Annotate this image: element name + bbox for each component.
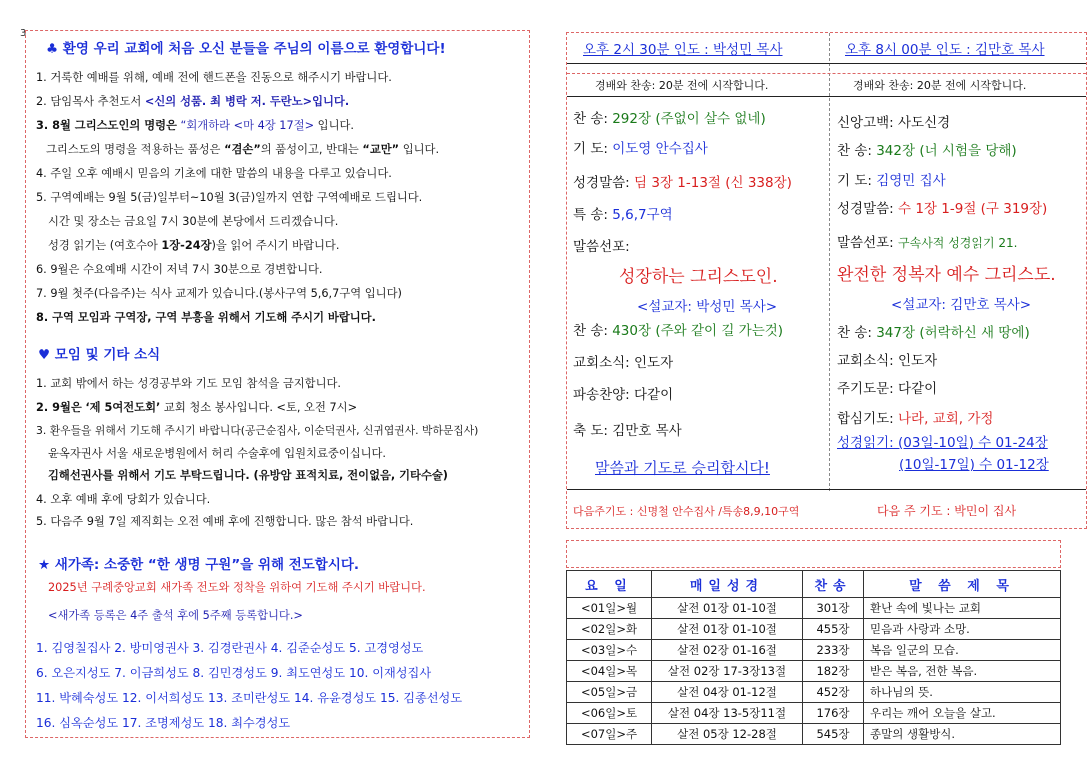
newfamily-register-line: <새가족 등록은 4주 출석 후에 5주째 등록합니다.> xyxy=(48,609,303,622)
pm-preacher: <설교자: 박성민 목사> xyxy=(637,299,778,315)
newfamily-members-3: 11. 박혜숙성도 12. 이서희성도 13. 조미란성도 14. 유윤경성도 15. 김종선성도 xyxy=(36,691,463,705)
news-heading: ♥ 모임 및 기타 소식 xyxy=(38,347,161,363)
table-row xyxy=(567,619,1061,640)
pm-scripture: 성경말씀: 딤 3장 1-13절 (신 338장) xyxy=(573,175,792,191)
newfamily-prayer-line: 2025년 구례중앙교회 새가족 전도와 정착을 위하여 기도해 주시기 바랍니다. xyxy=(48,581,426,594)
news-item-5: 5. 다음주 9월 7일 제직회는 오전 예배 후에 진행합니다. 많은 참석 바랍니다. xyxy=(36,515,414,528)
cell-hymn: 545장 xyxy=(803,724,864,745)
cell-day: <03일>수 xyxy=(567,640,652,661)
welcome-item-3: 3. 8월 그리스도인의 명령은 “회개하라 <마 4장 17절> 입니다. xyxy=(36,119,354,132)
cell-hymn: 301장 xyxy=(803,598,864,619)
eve-sermon-title: 완전한 정복자 예수 그리스도. xyxy=(837,265,1056,285)
welcome-item-1: 1. 거룩한 예배를 위해, 예배 전에 핸드폰을 진동으로 해주시기 바랍니다. xyxy=(36,71,392,84)
pm-slogan: 말씀과 기도로 승리합시다! xyxy=(595,459,770,477)
cell-hymn: 452장 xyxy=(803,682,864,703)
welcome-item-5b: 시간 및 장소는 금요일 7시 30분에 본당에서 드리겠습니다. xyxy=(48,215,339,228)
welcome-item-3b: 그리스도의 명령을 적용하는 품성은 “겸손”의 품성이고, 반대는 “교만” 입니다. xyxy=(46,143,440,156)
cell-bible: 살전 02장 01-16절 xyxy=(652,640,803,661)
header-sermon-title: 말 씀 제 목 xyxy=(864,571,1061,598)
title-dash xyxy=(567,73,1086,74)
cell-day: <04일>목 xyxy=(567,661,652,682)
news-item-2: 2. 9월은 ‘제 5여전도회’ 교회 청소 봉사입니다. <토, 오전 7시> xyxy=(36,401,358,414)
pm-news: 교회소식: 인도자 xyxy=(573,355,674,371)
eve-news: 교회소식: 인도자 xyxy=(837,353,938,369)
pm-special-song: 특 송: 5,6,7구역 xyxy=(573,207,673,223)
eve-reading-2: (10일-17일) 수 01-12장 xyxy=(899,457,1049,473)
cell-hymn: 176장 xyxy=(803,703,864,724)
table-row xyxy=(567,682,1061,703)
welcome-item-4: 4. 주일 오후 예배시 믿음의 기초에 대한 말씀의 내용을 다루고 있습니다. xyxy=(36,167,392,180)
news-item-3: 3. 환우들을 위해서 기도해 주시기 바랍니다(공근순집사, 이순덕권사, 신귀엽권사. 박하문집사) xyxy=(36,424,479,437)
title-rule xyxy=(567,63,1086,64)
cell-day: <01일>월 xyxy=(567,598,652,619)
cell-title: 받은 복음, 전한 복음. xyxy=(864,661,1061,682)
pm-prayer: 기 도: 이도영 안수집사 xyxy=(573,141,708,157)
newfamily-members-4: 16. 심옥순성도 17. 조명제성도 18. 최수경성도 xyxy=(36,716,291,730)
eve-preacher: <설교자: 김만호 목사> xyxy=(891,297,1032,313)
cell-day: <07일>주 xyxy=(567,724,652,745)
cell-bible: 살전 02장 17-3장13절 xyxy=(652,661,803,682)
welcome-item-5c: 성경 읽기는 (여호수아 1장-24장)을 읽어 주시기 바랍니다. xyxy=(48,239,340,252)
cell-title: 하나님의 뜻. xyxy=(864,682,1061,703)
welcome-item-7: 7. 9월 첫주(다음주)는 식사 교제가 있습니다.(봉사구역 5,6,7구역 입니다) xyxy=(36,287,402,300)
pm-hymn: 찬 송: 292장 (주없이 살수 없네) xyxy=(573,111,766,127)
pm-sending: 파송찬양: 다같이 xyxy=(573,387,674,403)
eve-creed: 신앙고백: 사도신경 xyxy=(837,115,951,131)
table-row xyxy=(567,640,1061,661)
cell-day: <05일>금 xyxy=(567,682,652,703)
cell-bible: 살전 04장 13-5장11절 xyxy=(652,703,803,724)
welcome-heading: ♣ 환영 우리 교회에 처음 오신 분들을 주님의 이름으로 환영합니다! xyxy=(46,41,446,57)
cell-hymn: 182장 xyxy=(803,661,864,682)
pm-sermon-title: 성장하는 그리스도인. xyxy=(619,267,778,287)
cell-title: 믿음과 사랑과 소망. xyxy=(864,619,1061,640)
schedule-top-band xyxy=(566,540,1061,568)
pm-benediction: 축 도: 김만호 목사 xyxy=(573,423,682,439)
cell-title: 환난 속에 빛나는 교회 xyxy=(864,598,1061,619)
welcome-item-5: 5. 구역예배는 9월 5(금)일부터~10월 3(금)일까지 연합 구역예배로 드립니다. xyxy=(36,191,423,204)
cell-title: 복음 일군의 모습. xyxy=(864,640,1061,661)
eve-next-prayer: 다음 주 기도 : 박민이 집사 xyxy=(877,504,1017,518)
eve-lords-prayer: 주기도문: 다같이 xyxy=(837,381,938,397)
header-hymn: 찬송 xyxy=(803,571,864,598)
pm-service-title: 오후 2시 30분 인도 : 박성민 목사 xyxy=(583,42,783,58)
cell-day: <06일>토 xyxy=(567,703,652,724)
newfamily-members-1: 1. 김영칠집사 2. 방미영권사 3. 김경란권사 4. 김준순성도 5. 고경영성도 xyxy=(36,641,424,655)
cell-bible: 살전 04장 01-12절 xyxy=(652,682,803,703)
header-day: 요 일 xyxy=(567,571,652,598)
header-daily-bible: 매일성경 xyxy=(652,571,803,598)
eve-united-prayer: 합심기도: 나라, 교회, 가정 xyxy=(837,411,994,427)
cell-title: 우리는 깨어 오늘을 살고. xyxy=(864,703,1061,724)
welcome-item-8: 8. 구역 모임과 구역장, 구역 부흥을 위해서 기도해 주시기 바랍니다. xyxy=(36,311,376,324)
table-row xyxy=(567,703,1061,724)
table-row xyxy=(567,598,1061,619)
schedule-table xyxy=(566,570,1061,745)
table-row xyxy=(567,661,1061,682)
newfamily-heading: ★ 새가족: 소중한 “한 생명 구원”을 위해 전도합시다. xyxy=(38,557,360,573)
pm-next-prayer: 다음주기도 : 신명철 안수집사 /특송8,9,10구역 xyxy=(573,505,800,518)
news-item-3b: 윤옥자권사 서울 새로운병원에서 허리 수술후에 입원치료중이십니다. xyxy=(48,447,387,460)
cell-day: <02일>화 xyxy=(567,619,652,640)
newfamily-members-2: 6. 오은지성도 7. 이금희성도 8. 김민경성도 9. 최도연성도 10. 이재성집사 xyxy=(36,666,432,680)
worship-order-panel xyxy=(566,32,1087,529)
table-row xyxy=(567,724,1061,745)
cell-bible: 살전 05장 12-28절 xyxy=(652,724,803,745)
footer-rule xyxy=(567,489,1086,490)
eve-scripture: 성경말씀: 수 1장 1-9절 (구 319장) xyxy=(837,201,1048,217)
cell-title: 종말의 생활방식. xyxy=(864,724,1061,745)
eve-hymn: 찬 송: 342장 (너 시험을 당해) xyxy=(837,143,1017,159)
cell-hymn: 455장 xyxy=(803,619,864,640)
pm-sermon-label: 말씀선포: xyxy=(573,239,630,255)
cell-bible: 살전 01장 01-10절 xyxy=(652,619,803,640)
news-item-3c: 김해선권사를 위해서 기도 부탁드립니다. (유방암 표적치료, 전이없음, 기타수술) xyxy=(48,469,448,482)
eve-reading-1: 성경읽기: (03일-10일) 수 01-24장 xyxy=(837,435,1048,451)
eve-sermon-label: 말씀선포: 구속사적 성경읽기 21. xyxy=(837,235,1018,251)
column-divider xyxy=(829,33,830,491)
eve-hymn-2: 찬 송: 347장 (허락하신 새 땅에) xyxy=(837,325,1030,341)
cell-hymn: 233장 xyxy=(803,640,864,661)
news-item-4: 4. 오후 예배 후에 당회가 있습니다. xyxy=(36,493,211,506)
announcements-panel xyxy=(25,30,530,738)
welcome-item-6: 6. 9월은 수요예배 시간이 저녁 7시 30분으로 경변합니다. xyxy=(36,263,323,276)
pm-service-sub: 경배와 찬송: 20분 전에 시작합니다. xyxy=(595,79,769,92)
eve-prayer: 기 도: 김영민 집사 xyxy=(837,173,946,189)
schedule-header-row xyxy=(567,571,1061,598)
eve-service-title: 오후 8시 00분 인도 : 김만호 목사 xyxy=(845,42,1045,58)
page-number: 3 xyxy=(20,28,27,39)
daily-bible-schedule xyxy=(566,540,1061,740)
pm-hymn-2: 찬 송: 430장 (주와 같이 길 가는것) xyxy=(573,323,784,339)
sub-rule xyxy=(567,96,1086,97)
welcome-item-2: 2. 담임목사 추천도서 <신의 성품. 최 병락 저. 두란노>입니다. xyxy=(36,95,350,108)
eve-service-sub: 경배와 찬송: 20분 전에 시작합니다. xyxy=(853,79,1027,92)
news-item-1: 1. 교회 밖에서 하는 성경공부와 기도 모임 참석을 금지합니다. xyxy=(36,377,342,390)
cell-bible: 살전 01장 01-10절 xyxy=(652,598,803,619)
